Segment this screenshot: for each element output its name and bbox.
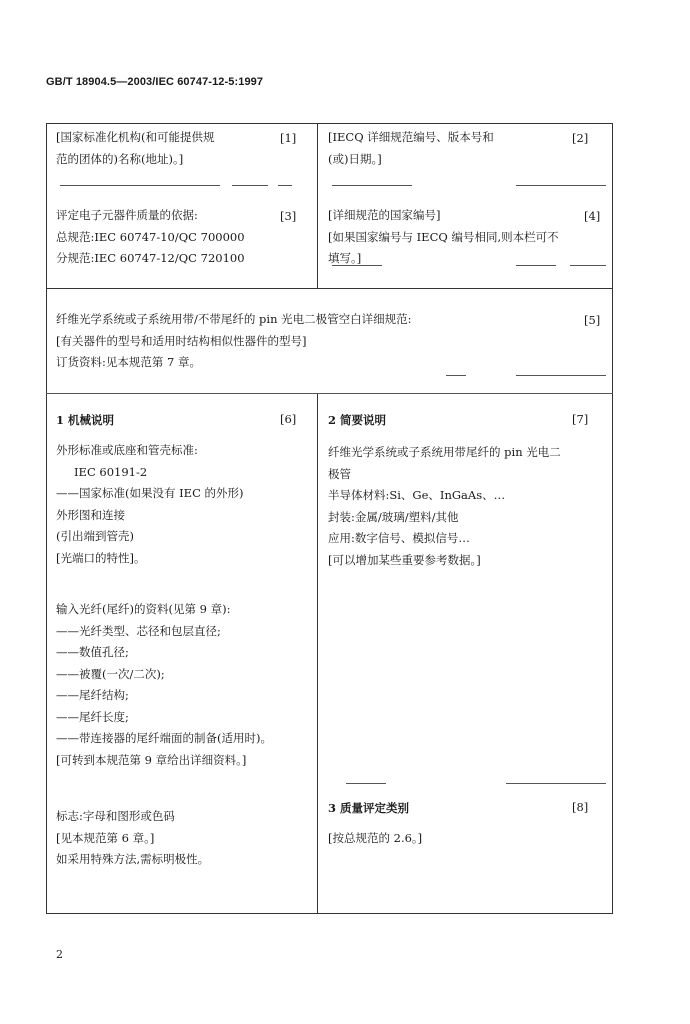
box6-marking-lines bbox=[56, 806, 209, 871]
box4-line: [如果国家编号与 IECQ 编号相同,则本栏可不 bbox=[328, 229, 559, 244]
box7-number: [7] bbox=[572, 412, 589, 426]
form-top-border bbox=[46, 123, 613, 124]
page-number: 2 bbox=[56, 948, 63, 961]
box7-line: 封装:金属/玻璃/塑料/其他 bbox=[328, 509, 459, 524]
dash-line bbox=[570, 265, 606, 266]
box8-content bbox=[328, 828, 422, 850]
box4-line: 填写。] bbox=[328, 251, 362, 265]
marking-line: 如采用特殊方法,需标明极性。 bbox=[56, 852, 210, 866]
fiber-line: ——光纤类型、芯径和包层直径; bbox=[56, 623, 221, 638]
quality-category-title: 3 质量评定类别 bbox=[328, 801, 410, 815]
box4-line: [详细规范的国家编号] bbox=[328, 208, 441, 222]
box8-number: [8] bbox=[572, 800, 589, 814]
box3-line: 总规范:IEC 60747-10/QC 700000 bbox=[56, 229, 245, 244]
row-divider-2 bbox=[46, 393, 613, 394]
fiber-line: ——带连接器的尾纤端面的制备(适用时)。 bbox=[56, 731, 272, 745]
box4-number: [4] bbox=[584, 209, 601, 223]
box5-content bbox=[56, 309, 412, 374]
dash-line bbox=[232, 185, 268, 186]
box3-number: [3] bbox=[280, 209, 297, 223]
box5-line: 纤维光学系统或子系统用带/不带尾纤的 pin 光电二极管空白详细规范: bbox=[56, 312, 412, 326]
box5-line: [有关器件的型号和适用时结构相似性器件的型号] bbox=[56, 333, 307, 348]
dash-line bbox=[60, 185, 220, 186]
box6-line: ——国家标准(如果没有 IEC 的外形) bbox=[56, 486, 244, 500]
box6-fiber-lines bbox=[56, 599, 272, 771]
detail-spec-form bbox=[46, 123, 613, 913]
dash-line bbox=[506, 783, 606, 784]
form-bottom-border bbox=[46, 913, 613, 914]
box1-content bbox=[56, 127, 214, 170]
form-right-border bbox=[612, 123, 613, 913]
fiber-line: ——数值孔径; bbox=[56, 645, 129, 659]
box6-line: 外形图和连接 bbox=[56, 507, 125, 522]
box5-number: [5] bbox=[584, 313, 601, 327]
fiber-line: ——尾纤结构; bbox=[56, 688, 129, 702]
box2-line: [IECQ 详细规范编号、版本号和 bbox=[328, 130, 494, 144]
fiber-line: ——尾纤长度; bbox=[56, 709, 129, 724]
box1-number: [1] bbox=[280, 131, 297, 145]
box7-content bbox=[328, 442, 561, 571]
dash-line bbox=[278, 185, 292, 186]
box2-number: [2] bbox=[572, 131, 589, 145]
box7-line: 应用:数字信号、模拟信号… bbox=[328, 531, 470, 545]
box6-number: [6] bbox=[280, 412, 297, 426]
box7-line: 极管 bbox=[328, 466, 351, 481]
box3-content bbox=[56, 205, 245, 270]
box3-line: 分规范:IEC 60747-12/QC 720100 bbox=[56, 251, 245, 265]
box1-line: [国家标准化机构(和可能提供规 bbox=[56, 130, 215, 144]
marking-line: 标志:字母和图形或色码 bbox=[56, 809, 175, 823]
box5-line: 订货资料:见本规范第 7 章。 bbox=[56, 355, 202, 369]
box8-line: [按总规范的 2.6。] bbox=[328, 831, 423, 845]
dash-line bbox=[346, 783, 386, 784]
box2-content bbox=[328, 127, 494, 170]
form-left-border bbox=[46, 123, 47, 913]
box1-line: 范的团体的)名称(地址)。] bbox=[56, 151, 184, 166]
box6-line: (引出端到管壳) bbox=[56, 529, 134, 543]
fiber-line: [可转到本规范第 9 章给出详细资料。] bbox=[56, 752, 247, 767]
box3-line: 评定电子元器件质量的依据: bbox=[56, 208, 198, 222]
dash-line bbox=[446, 375, 466, 376]
box6-line: [光端口的特性]。 bbox=[56, 550, 146, 565]
fiber-line: 输入光纤(尾纤)的资料(见第 9 章): bbox=[56, 602, 231, 616]
box6-line: IEC 60191-2 bbox=[74, 464, 148, 479]
box6-outline-lines bbox=[56, 440, 244, 569]
box7-line: [可以增加某些重要参考数据。] bbox=[328, 552, 481, 567]
top-column-divider bbox=[317, 123, 318, 288]
dash-line bbox=[516, 375, 606, 376]
row-divider-1 bbox=[46, 288, 613, 289]
box2-line: (或)日期。] bbox=[328, 151, 382, 166]
dash-line bbox=[332, 185, 412, 186]
mechanical-description-title: 1 机械说明 bbox=[56, 413, 115, 427]
fiber-line: ——被覆(一次/二次); bbox=[56, 666, 165, 681]
marking-line: [见本规范第 6 章。] bbox=[56, 830, 155, 845]
box4-content bbox=[328, 205, 559, 270]
dash-line bbox=[516, 185, 606, 186]
box6-line: 外形标准或底座和管壳标准: bbox=[56, 443, 198, 457]
brief-description-title: 2 简要说明 bbox=[328, 413, 387, 427]
bottom-column-divider bbox=[317, 393, 318, 913]
box7-line: 半导体材料:Si、Ge、InGaAs、… bbox=[328, 488, 506, 502]
box7-line: 纤维光学系统或子系统用带尾纤的 pin 光电二 bbox=[328, 445, 561, 459]
standard-code-header: GB/T 18904.5—2003/IEC 60747-12-5:1997 bbox=[46, 76, 264, 88]
